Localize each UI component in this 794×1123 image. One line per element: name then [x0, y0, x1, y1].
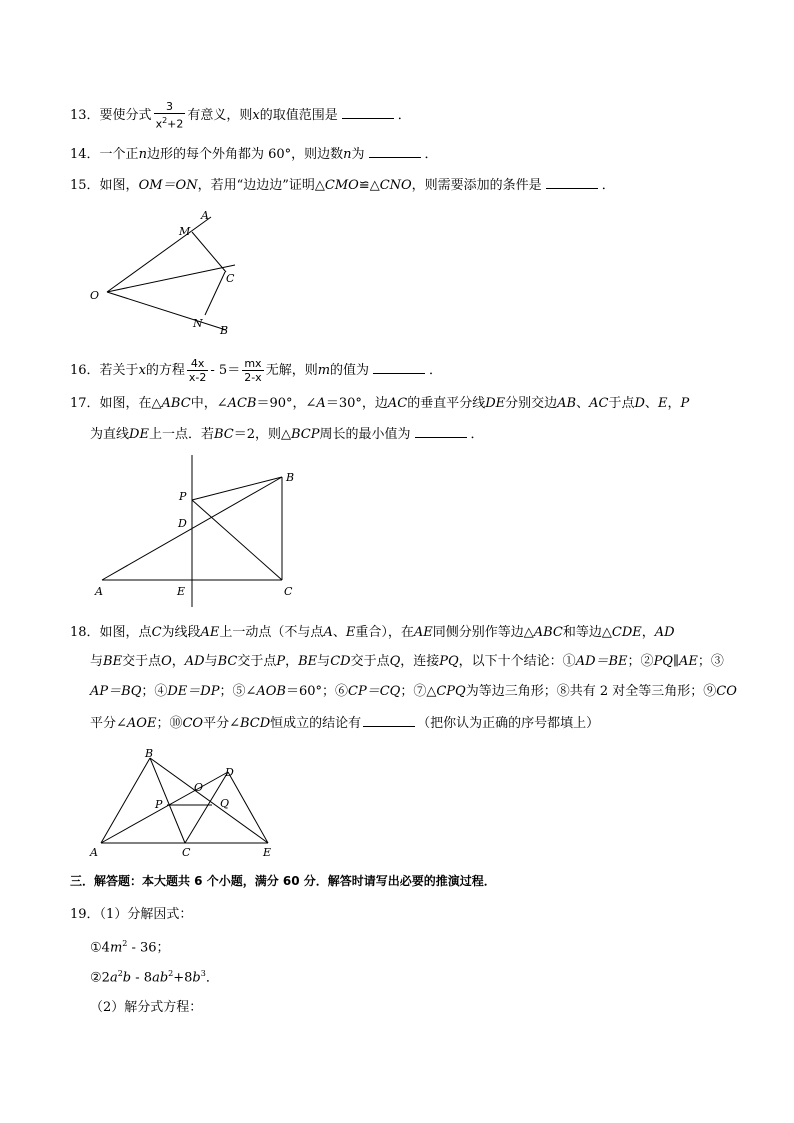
label-e: E [263, 846, 272, 859]
question-19-item-1: $①4m^2 - 36$； [90, 939, 170, 956]
label-d: D [225, 766, 234, 779]
question-number: 17． [70, 396, 100, 411]
question-13: 13．要使分式 $\frac{3}{x^2+2}$ 有意义，则x的取值范围是 ． [70, 100, 411, 131]
question-number: 16． [70, 363, 100, 378]
label-p: P [155, 798, 163, 811]
label-o: O [194, 781, 204, 794]
label-b: B [220, 324, 229, 337]
label-d: D [178, 517, 187, 530]
answer-blank[interactable] [415, 425, 467, 438]
figure-15 [80, 205, 260, 340]
answer-blank[interactable] [546, 176, 598, 189]
section-heading: 三．解答题：本大题共 6 个小题，满分 60 分．解答时请写出必要的推演过程． [70, 874, 496, 888]
fraction: $\frac{4x}{x-2}$ [188, 357, 207, 384]
label-c: C [182, 846, 191, 859]
question-number: 14． [70, 147, 100, 162]
question-19-item-2: $②2a^2b - 8ab^2+8b^3$． [90, 969, 219, 986]
ray-ob [107, 292, 226, 330]
segment-pb [192, 477, 282, 500]
label-a: A [90, 846, 98, 859]
question-16: 16．若关于x的方程 $\frac{4x}{x-2}$ - 5＝ $\frac{mx}{2-x}$ 无解，则m的值为 ． [70, 357, 443, 384]
label-e: E [177, 585, 186, 598]
answer-blank[interactable] [369, 145, 421, 158]
figure-18 [88, 748, 288, 863]
question-19-part-2: （2）解分式方程： [90, 1000, 203, 1015]
label-b: B [286, 471, 295, 484]
question-19: 19．（1）分解因式： [70, 907, 193, 922]
question-number: 19． [70, 907, 100, 922]
label-a: A [95, 585, 103, 598]
question-number: 13． [70, 107, 100, 123]
label-m: M [179, 225, 191, 238]
question-18-line-4: 平分∠AOE；⑩CO平分∠BCD恒成立的结论有 （把你认为正确的序号都填上） [90, 716, 600, 731]
answer-blank[interactable] [342, 106, 394, 119]
segment-de [228, 772, 268, 843]
answer-blank[interactable] [363, 714, 415, 727]
figure-17 [90, 450, 310, 610]
question-17-line-2: 为直线DE上一点．若BC＝2，则△BCP周长的最小值为 ． [90, 427, 484, 442]
fraction: $\frac{mx}{2-x}$ [244, 357, 262, 384]
label-b: B [145, 747, 154, 760]
label-o: O [90, 289, 100, 302]
question-number: 18． [70, 625, 100, 640]
segment-nc [205, 272, 225, 315]
question-18-line-3: AP＝BQ；④DE＝DP；⑤∠AOB＝60°；⑥CP＝CQ；⑦△CPQ为等边三角形；⑧共有 2 对全等三角形；⑨CO [90, 684, 737, 699]
question-17-line-1: 17．如图，在△ABC中，∠ACB＝90°，∠A＝30°，边AC的垂直平分线DE分别交边AB、AC于点D、E，P [70, 396, 690, 411]
segment-pc [192, 500, 282, 580]
label-n: N [193, 317, 203, 330]
label-p: P [179, 490, 187, 503]
question-18-line-1: 18．如图，点C为线段AE上一动点（不与点A、E重合），在AE同侧分别作等边△ABC和等边△CDE，AD [70, 625, 675, 640]
segment-ad [101, 772, 228, 843]
question-15: 15．如图，OM＝ON，若用“边边边”证明△CMO≌△CNO，则需要添加的条件是 ． [70, 178, 615, 193]
segment-mc [192, 232, 226, 272]
segment-ab [101, 758, 150, 843]
label-a: A [201, 209, 209, 222]
answer-blank[interactable] [373, 361, 425, 374]
label-c: C [284, 585, 293, 598]
question-number: 15． [70, 178, 100, 193]
label-q: Q [220, 797, 230, 810]
question-18-line-2: 与BE交于点O，AD与BC交于点P，BE与CD交于点Q，连接PQ，以下十个结论：①AD＝BE；②PQ∥AE；③ [90, 654, 724, 669]
fraction: $\frac{3}{x^2+2}$ [155, 100, 184, 131]
question-14: 14．一个正n边形的每个外角都为 60°，则边数n为 ． [70, 147, 438, 162]
label-c: C [226, 272, 235, 285]
